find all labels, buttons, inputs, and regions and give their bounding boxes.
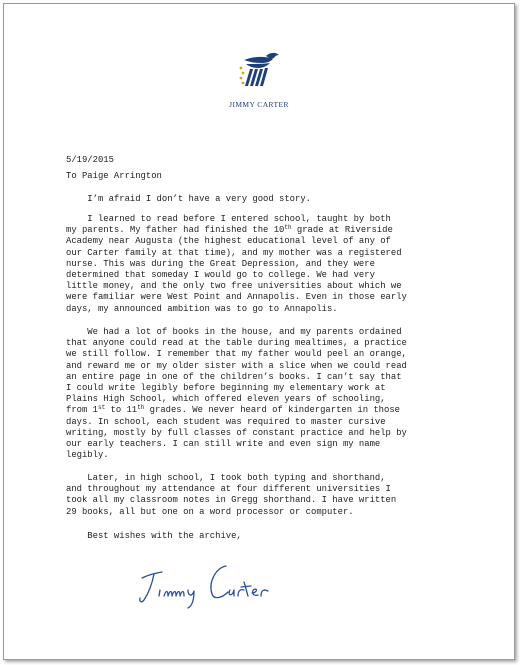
paragraph-line: were familiar were West Point and Annapolis. Even in those early [66, 292, 407, 303]
paragraph-line [66, 405, 407, 416]
letter-page [3, 3, 515, 660]
paragraph-line: little money, and the only two free universities about which we [66, 281, 402, 292]
superscript: st [97, 404, 106, 412]
paragraph-line: days, my announced ambition was to go to Annapolis. [66, 303, 338, 314]
paragraph-line: I could write legibly before beginning my elementary work at [66, 383, 386, 394]
superscript: th [284, 224, 292, 232]
paragraph-1 [66, 214, 407, 315]
text-run: from 1 [66, 405, 98, 416]
letter-date: 5/19/2015 [66, 155, 114, 165]
paragraph-line: took all my classroom notes in Gregg shorthand. I have written [66, 495, 397, 506]
paragraph-line: nurse. This was during the Great Depression, and they were [66, 258, 375, 269]
letter-salutation: To Paige Arrington [66, 171, 162, 181]
text-run: grade at Riverside [291, 225, 393, 236]
paragraph-line: We had a lot of books in the house, and my parents ordained [66, 327, 402, 337]
paragraph-3 [66, 473, 396, 518]
paragraph-line: our early teachers. I can still write and even sign my name [66, 439, 381, 450]
paragraph-line: that anyone could read at the table during mealtimes, a practice [66, 338, 407, 349]
paragraph-line: Later, in high school, I took both typing and shorthand, [66, 473, 386, 483]
paragraph-line: our Carter family at that time), and my mother was a registered [66, 247, 402, 258]
handwritten-signature [134, 560, 304, 610]
paragraph-line [66, 225, 407, 236]
paragraph-line: and reward me or my older sister with a slice when we could read [66, 360, 407, 371]
letter-closing: Best wishes with the archive, [66, 531, 242, 541]
paragraph-line: days. In school, each student was required to master cursive [66, 416, 386, 427]
paragraph-line: and throughout my attendance at four different universities I [66, 484, 391, 495]
letter-intro: I’m afraid I don’t have a very good story. [66, 194, 311, 204]
paragraph-line: determined that someday I would go to college. We had very [66, 270, 375, 281]
superscript: th [137, 404, 145, 412]
paragraph-line: we still follow. I remember that my father would peel an orange, [66, 349, 407, 360]
text-run: grades. We never heard of kindergarten in those [144, 405, 400, 416]
paragraph-line: Academy near Augusta (the highest educational level of any of [66, 236, 391, 247]
paragraph-line: an entire page in one of the children’s books. I can’t say that [66, 371, 402, 382]
text-run: to 11 [105, 405, 138, 416]
paragraph-line: legibly. [66, 450, 109, 461]
paragraph-line: writing, mostly by full classes of constant practice and help by [66, 427, 407, 438]
paragraph-2 [66, 327, 407, 461]
paragraph-line: 29 books, all but one on a word processor or computer. [66, 506, 354, 517]
text-run: my parents. My father had finished the 10 [66, 225, 285, 236]
paragraph-line: Plains High School, which offered eleven years of schooling, [66, 394, 386, 405]
eagle-stars-icon [236, 46, 282, 92]
paragraph-line: I learned to read before I entered school, taught by both [66, 214, 391, 224]
letterhead-name: JIMMY CARTER [229, 100, 289, 109]
